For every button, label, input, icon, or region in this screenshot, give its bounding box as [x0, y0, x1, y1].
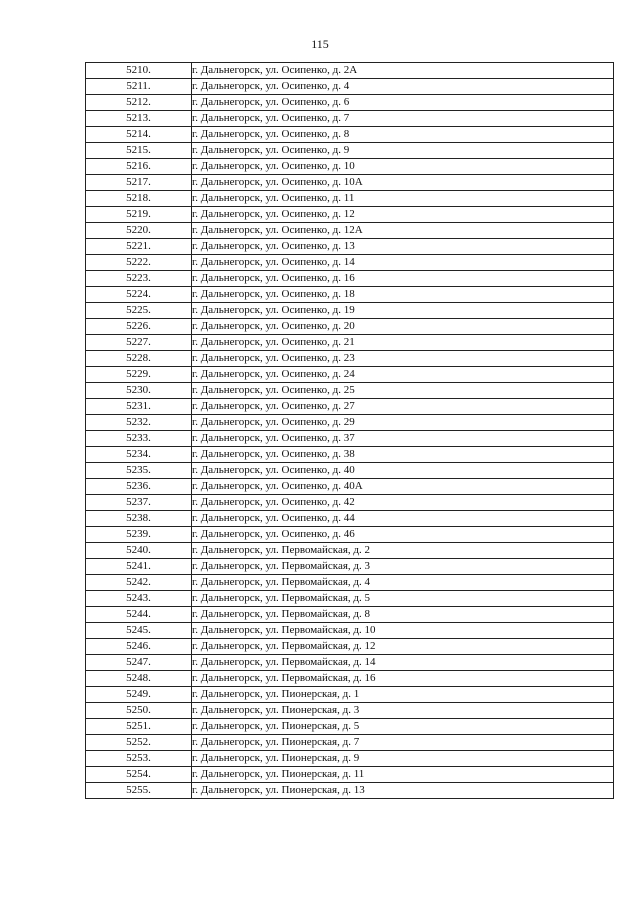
row-address: г. Дальнегорск, ул. Осипенко, д. 23: [192, 351, 614, 367]
row-address: г. Дальнегорск, ул. Пионерская, д. 5: [192, 719, 614, 735]
row-address: г. Дальнегорск, ул. Первомайская, д. 16: [192, 671, 614, 687]
table-row: [86, 207, 614, 223]
row-address: г. Дальнегорск, ул. Осипенко, д. 7: [192, 111, 614, 127]
table-row: [86, 527, 614, 543]
table-row: [86, 639, 614, 655]
table-row: [86, 127, 614, 143]
row-number: 5213.: [86, 111, 192, 127]
row-address: г. Дальнегорск, ул. Осипенко, д. 37: [192, 431, 614, 447]
row-number: 5221.: [86, 239, 192, 255]
row-number: 5227.: [86, 335, 192, 351]
row-address: г. Дальнегорск, ул. Пионерская, д. 11: [192, 767, 614, 783]
row-address: г. Дальнегорск, ул. Пионерская, д. 1: [192, 687, 614, 703]
row-address: г. Дальнегорск, ул. Осипенко, д. 14: [192, 255, 614, 271]
row-number: 5211.: [86, 79, 192, 95]
row-address: г. Дальнегорск, ул. Пионерская, д. 9: [192, 751, 614, 767]
table-row: [86, 63, 614, 79]
row-number: 5236.: [86, 479, 192, 495]
address-table-body: [86, 63, 614, 799]
row-address: г. Дальнегорск, ул. Осипенко, д. 2А: [192, 63, 614, 79]
row-address: г. Дальнегорск, ул. Осипенко, д. 46: [192, 527, 614, 543]
table-row: [86, 623, 614, 639]
row-number: 5235.: [86, 463, 192, 479]
table-row: [86, 511, 614, 527]
row-number: 5239.: [86, 527, 192, 543]
row-address: г. Дальнегорск, ул. Первомайская, д. 8: [192, 607, 614, 623]
table-row: [86, 383, 614, 399]
table-row: [86, 367, 614, 383]
table-row: [86, 655, 614, 671]
table-row: [86, 111, 614, 127]
row-address: г. Дальнегорск, ул. Первомайская, д. 14: [192, 655, 614, 671]
row-number: 5212.: [86, 95, 192, 111]
row-address: г. Дальнегорск, ул. Осипенко, д. 8: [192, 127, 614, 143]
table-row: [86, 687, 614, 703]
table-row: [86, 79, 614, 95]
row-number: 5255.: [86, 783, 192, 799]
row-address: г. Дальнегорск, ул. Первомайская, д. 5: [192, 591, 614, 607]
row-address: г. Дальнегорск, ул. Осипенко, д. 38: [192, 447, 614, 463]
table-row: [86, 255, 614, 271]
table-row: [86, 431, 614, 447]
row-number: 5217.: [86, 175, 192, 191]
row-address: г. Дальнегорск, ул. Первомайская, д. 10: [192, 623, 614, 639]
row-number: 5222.: [86, 255, 192, 271]
row-address: г. Дальнегорск, ул. Осипенко, д. 12А: [192, 223, 614, 239]
row-number: 5249.: [86, 687, 192, 703]
table-row: [86, 607, 614, 623]
row-number: 5233.: [86, 431, 192, 447]
row-address: г. Дальнегорск, ул. Пионерская, д. 7: [192, 735, 614, 751]
row-address: г. Дальнегорск, ул. Осипенко, д. 42: [192, 495, 614, 511]
table-row: [86, 575, 614, 591]
address-table: [85, 62, 614, 799]
row-number: 5237.: [86, 495, 192, 511]
row-number: 5226.: [86, 319, 192, 335]
row-number: 5215.: [86, 143, 192, 159]
table-row: [86, 351, 614, 367]
table-row: [86, 735, 614, 751]
row-number: 5224.: [86, 287, 192, 303]
table-row: [86, 143, 614, 159]
row-number: 5223.: [86, 271, 192, 287]
row-number: 5230.: [86, 383, 192, 399]
table-row: [86, 271, 614, 287]
row-address: г. Дальнегорск, ул. Первомайская, д. 12: [192, 639, 614, 655]
row-address: г. Дальнегорск, ул. Осипенко, д. 10А: [192, 175, 614, 191]
row-address: г. Дальнегорск, ул. Осипенко, д. 10: [192, 159, 614, 175]
row-number: 5225.: [86, 303, 192, 319]
row-number: 5247.: [86, 655, 192, 671]
row-address: г. Дальнегорск, ул. Осипенко, д. 18: [192, 287, 614, 303]
row-address: г. Дальнегорск, ул. Осипенко, д. 20: [192, 319, 614, 335]
row-number: 5220.: [86, 223, 192, 239]
table-row: [86, 335, 614, 351]
table-row: [86, 319, 614, 335]
row-number: 5232.: [86, 415, 192, 431]
table-row: [86, 447, 614, 463]
table-row: [86, 479, 614, 495]
row-number: 5244.: [86, 607, 192, 623]
row-number: 5218.: [86, 191, 192, 207]
row-number: 5243.: [86, 591, 192, 607]
table-row: [86, 703, 614, 719]
row-number: 5252.: [86, 735, 192, 751]
row-number: 5234.: [86, 447, 192, 463]
row-address: г. Дальнегорск, ул. Осипенко, д. 24: [192, 367, 614, 383]
row-address: г. Дальнегорск, ул. Осипенко, д. 9: [192, 143, 614, 159]
table-row: [86, 543, 614, 559]
row-address: г. Дальнегорск, ул. Осипенко, д. 44: [192, 511, 614, 527]
table-row: [86, 287, 614, 303]
table-row: [86, 671, 614, 687]
row-number: 5216.: [86, 159, 192, 175]
row-number: 5219.: [86, 207, 192, 223]
row-address: г. Дальнегорск, ул. Первомайская, д. 4: [192, 575, 614, 591]
table-row: [86, 591, 614, 607]
row-address: г. Дальнегорск, ул. Пионерская, д. 13: [192, 783, 614, 799]
row-address: г. Дальнегорск, ул. Первомайская, д. 3: [192, 559, 614, 575]
table-row: [86, 191, 614, 207]
row-address: г. Дальнегорск, ул. Осипенко, д. 21: [192, 335, 614, 351]
table-row: [86, 767, 614, 783]
row-number: 5238.: [86, 511, 192, 527]
table-row: [86, 495, 614, 511]
row-address: г. Дальнегорск, ул. Осипенко, д. 6: [192, 95, 614, 111]
row-number: 5231.: [86, 399, 192, 415]
row-address: г. Дальнегорск, ул. Осипенко, д. 4: [192, 79, 614, 95]
table-row: [86, 303, 614, 319]
table-row: [86, 719, 614, 735]
row-address: г. Дальнегорск, ул. Осипенко, д. 40: [192, 463, 614, 479]
row-number: 5240.: [86, 543, 192, 559]
table-row: [86, 159, 614, 175]
row-address: г. Дальнегорск, ул. Осипенко, д. 13: [192, 239, 614, 255]
table-row: [86, 463, 614, 479]
table-row: [86, 239, 614, 255]
page-number: 115: [311, 37, 329, 51]
table-row: [86, 223, 614, 239]
row-number: 5242.: [86, 575, 192, 591]
row-number: 5210.: [86, 63, 192, 79]
table-row: [86, 415, 614, 431]
row-address: г. Дальнегорск, ул. Осипенко, д. 29: [192, 415, 614, 431]
row-number: 5248.: [86, 671, 192, 687]
row-number: 5253.: [86, 751, 192, 767]
row-address: г. Дальнегорск, ул. Осипенко, д. 16: [192, 271, 614, 287]
row-address: г. Дальнегорск, ул. Осипенко, д. 40А: [192, 479, 614, 495]
row-number: 5251.: [86, 719, 192, 735]
row-address: г. Дальнегорск, ул. Осипенко, д. 25: [192, 383, 614, 399]
row-number: 5246.: [86, 639, 192, 655]
row-number: 5254.: [86, 767, 192, 783]
row-address: г. Дальнегорск, ул. Осипенко, д. 12: [192, 207, 614, 223]
row-address: г. Дальнегорск, ул. Осипенко, д. 19: [192, 303, 614, 319]
table-row: [86, 559, 614, 575]
row-number: 5245.: [86, 623, 192, 639]
row-number: 5229.: [86, 367, 192, 383]
row-address: г. Дальнегорск, ул. Осипенко, д. 27: [192, 399, 614, 415]
table-row: [86, 751, 614, 767]
row-number: 5228.: [86, 351, 192, 367]
row-address: г. Дальнегорск, ул. Пионерская, д. 3: [192, 703, 614, 719]
table-row: [86, 783, 614, 799]
row-address: г. Дальнегорск, ул. Осипенко, д. 11: [192, 191, 614, 207]
table-row: [86, 175, 614, 191]
row-number: 5214.: [86, 127, 192, 143]
row-number: 5241.: [86, 559, 192, 575]
table-row: [86, 399, 614, 415]
table-row: [86, 95, 614, 111]
row-number: 5250.: [86, 703, 192, 719]
row-address: г. Дальнегорск, ул. Первомайская, д. 2: [192, 543, 614, 559]
